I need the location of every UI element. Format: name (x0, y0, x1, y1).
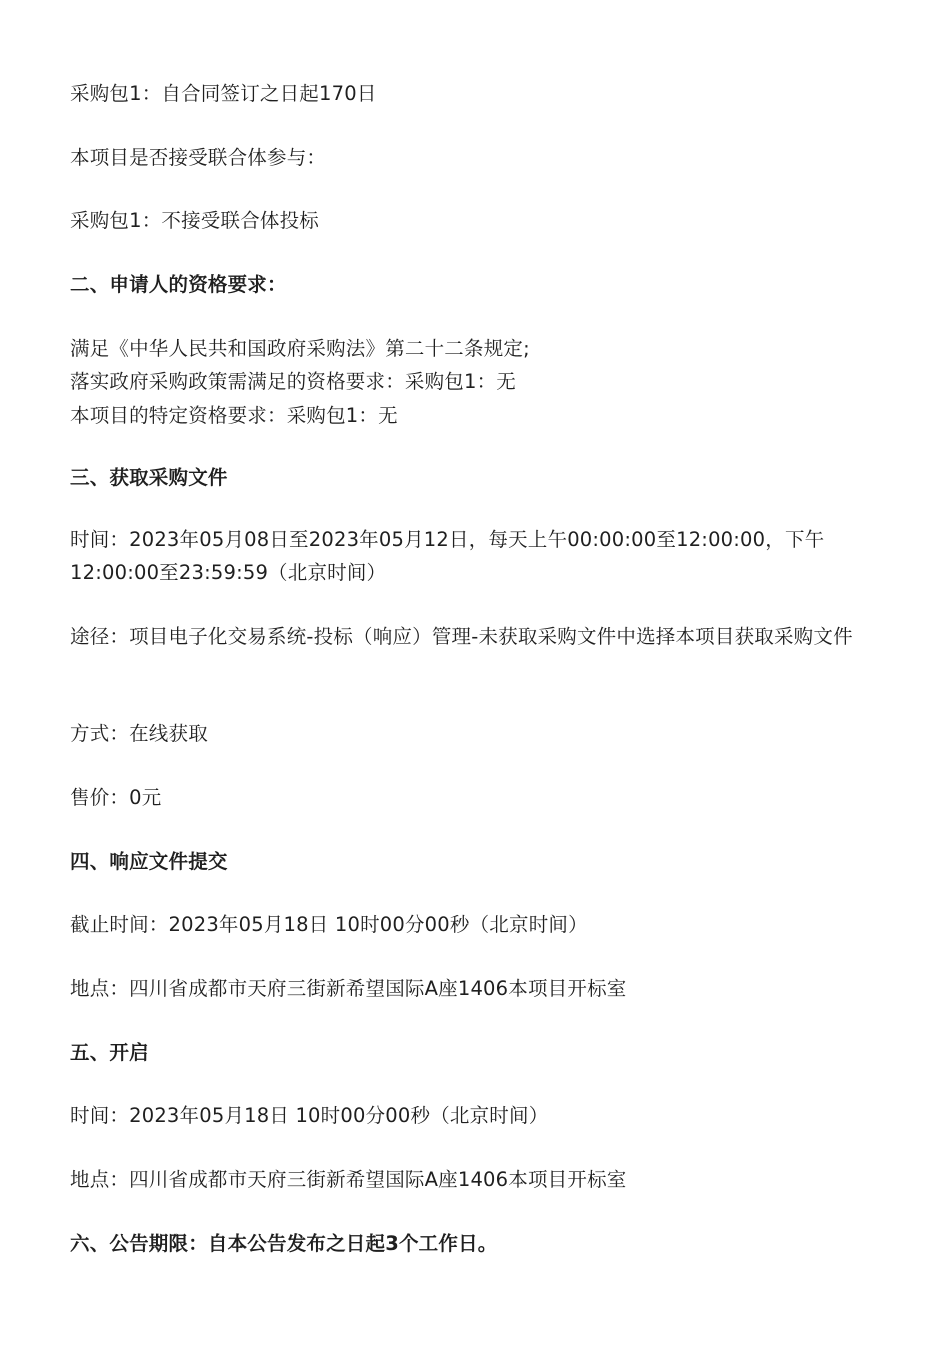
contract-duration: 采购包1：自合同签订之日起170日 (70, 82, 377, 105)
document-price: 售价：0元 (70, 786, 162, 809)
obtain-way: 途径：项目电子化交易系统-投标（响应）管理-未获取采购文件中选择本项目获取采购文件 (70, 625, 853, 648)
submission-location: 地点：四川省成都市天府三街新希望国际A座1406本项目开标室 (70, 977, 627, 1000)
section-2-heading: 二、申请人的资格要求： (70, 273, 287, 296)
obtain-time: 时间：2023年05月08日至2023年05月12日，每天上午00:00:00至12:00:00，下午12:00:00至23:59:59（北京时间） (70, 528, 825, 584)
consortium-question: 本项目是否接受联合体参与： (70, 146, 327, 169)
qualification-item: 本项目的特定资格要求：采购包1：无 (70, 404, 398, 427)
opening-time: 时间：2023年05月18日 10时00分00秒（北京时间） (70, 1104, 549, 1127)
section-3-heading: 三、获取采购文件 (70, 466, 228, 489)
submission-deadline: 截止时间：2023年05月18日 10时00分00秒（北京时间） (70, 913, 588, 936)
obtain-method: 方式：在线获取 (70, 722, 208, 745)
section-4-heading: 四、响应文件提交 (70, 850, 228, 873)
section-5-heading: 五、开启 (70, 1041, 149, 1064)
qualification-item: 落实政府采购政策需满足的资格要求：采购包1：无 (70, 370, 517, 393)
opening-location: 地点：四川省成都市天府三街新希望国际A座1406本项目开标室 (70, 1168, 627, 1191)
section-6-heading: 六、公告期限：自本公告发布之日起3个工作日。 (70, 1232, 498, 1255)
consortium-answer: 采购包1：不接受联合体投标 (70, 209, 320, 232)
qualification-item: 满足《中华人民共和国政府采购法》第二十二条规定; (70, 337, 530, 360)
